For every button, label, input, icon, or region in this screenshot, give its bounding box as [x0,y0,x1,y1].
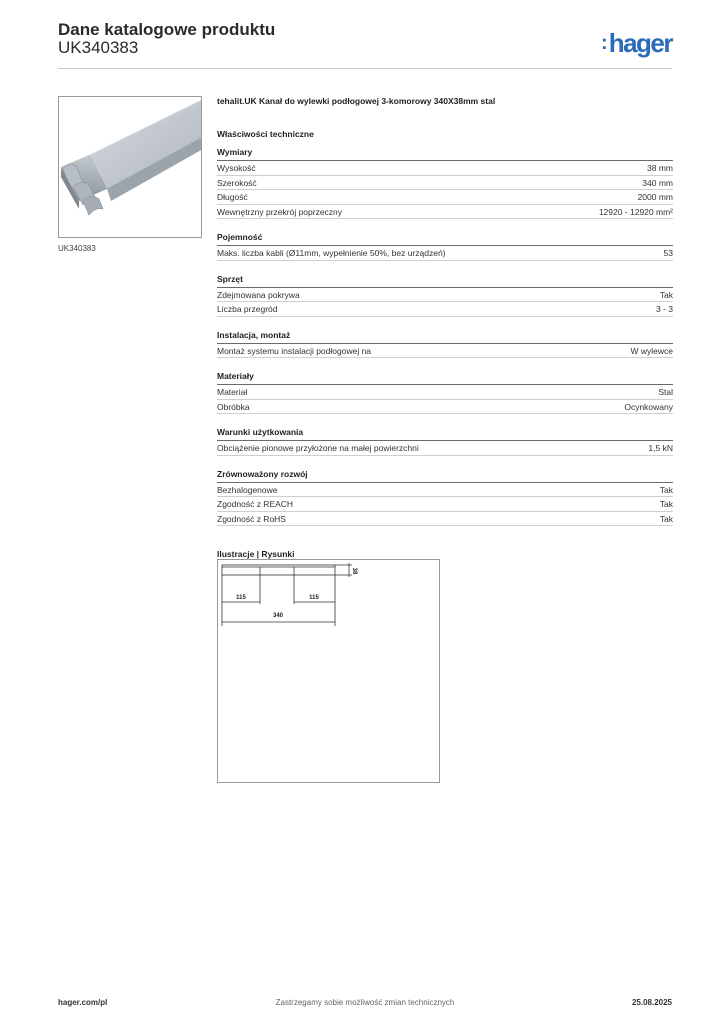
dim-height-label: 38 [351,567,357,575]
illustrations-heading: Ilustracje | Rysunki [217,549,295,559]
section-title: Zrównoważony rozwój [217,469,673,483]
spec-sections [217,147,673,526]
spec-row [217,176,673,191]
section-title: Materiały [217,371,673,385]
spec-row [217,344,673,359]
spec-value: Stal [658,387,673,397]
spec-section [217,274,673,317]
spec-label: Zgodność z RoHS [217,513,286,524]
spec-label: Obróbka [217,401,250,412]
spec-row [217,483,673,498]
spec-label: Maks. liczba kabli (Ø11mm, wypełnienie 50%, bez urządzeń) [217,248,446,258]
spec-label: Zdejmowana pokrywa [217,289,300,300]
spec-value: Tak [659,499,673,509]
spec-value: Tak [659,289,673,300]
cross-section-drawing [218,560,441,784]
spec-row [217,441,673,456]
technical-drawing [217,559,440,783]
spec-value: 38 mm [647,163,673,173]
spec-label: Długość [217,192,248,202]
section-title: Warunki użytkowania [217,427,673,441]
spec-row [217,246,673,261]
spec-value: 53 [663,248,673,258]
product-code: UK340383 [58,38,139,57]
spec-row [217,190,673,205]
dim-total-label: 340 [272,613,284,619]
spec-value: Tak [659,513,673,524]
spec-value: 3 - 3 [655,304,673,314]
spec-label: Szerokość [217,177,257,188]
section-title: Sprzęt [217,274,673,288]
technical-properties-heading: Właściwości techniczne [217,129,314,139]
spec-label: Bezhalogenowe [217,484,278,495]
header-divider [58,68,672,69]
spec-value: 340 mm [642,177,673,188]
spec-section [217,147,673,219]
spec-label: Montaż systemu instalacji podłogowej na [217,345,372,356]
product-details [217,96,673,559]
photo-caption: UK340383 [58,244,96,253]
footer-date: 25.08.2025 [631,998,672,1007]
spec-section [217,232,673,261]
spec-row [217,288,673,303]
spec-label: Obciążenie pionowe przyłożone na małej powierzchni [217,443,419,453]
spec-value: 1,5 kN [648,443,673,453]
spec-row [217,161,673,176]
spec-label: Materiał [217,387,248,397]
spec-value: W wylewce [630,345,673,356]
spec-section [217,371,673,414]
spec-section [217,469,673,527]
logo-text: hager [608,28,672,58]
spec-row [217,512,673,527]
duct-outline [222,565,335,575]
spec-row [217,205,673,220]
spec-label: Zgodność z REACH [217,499,294,509]
page-title: Dane katalogowe produktu [58,20,276,39]
dim-right-label: 115 [309,595,319,601]
spec-row [217,302,673,317]
section-title: Wymiary [217,147,673,161]
hager-logo: :hager [601,28,672,58]
spec-value: Tak [659,484,673,495]
spec-row [217,385,673,400]
section-title: Instalacja, montaż [217,330,673,344]
footer-note: Zastrzegamy sobie możliwość zmian technicznych [275,998,455,1007]
spec-value: Ocynkowany [624,401,673,412]
spec-section [217,330,673,359]
spec-value: 12920 - 12920 mm² [598,206,673,217]
dim-left-label: 115 [236,595,246,601]
spec-label: Liczba przegród [217,304,278,314]
section-title: Pojemność [217,232,673,246]
spec-row [217,400,673,415]
spec-label: Wewnętrzny przekrój poprzeczny [217,206,343,217]
spec-row [217,497,673,512]
footer-website[interactable]: hager.com/pl [58,998,108,1007]
spec-section [217,427,673,456]
cable-duct-image [59,97,202,238]
spec-value: 2000 mm [637,192,673,202]
spec-label: Wysokość [217,163,256,173]
product-photo [58,96,202,238]
product-title: tehalit.UK Kanał do wylewki podłogowej 3-komorowy 340X38mm stal [217,96,496,106]
